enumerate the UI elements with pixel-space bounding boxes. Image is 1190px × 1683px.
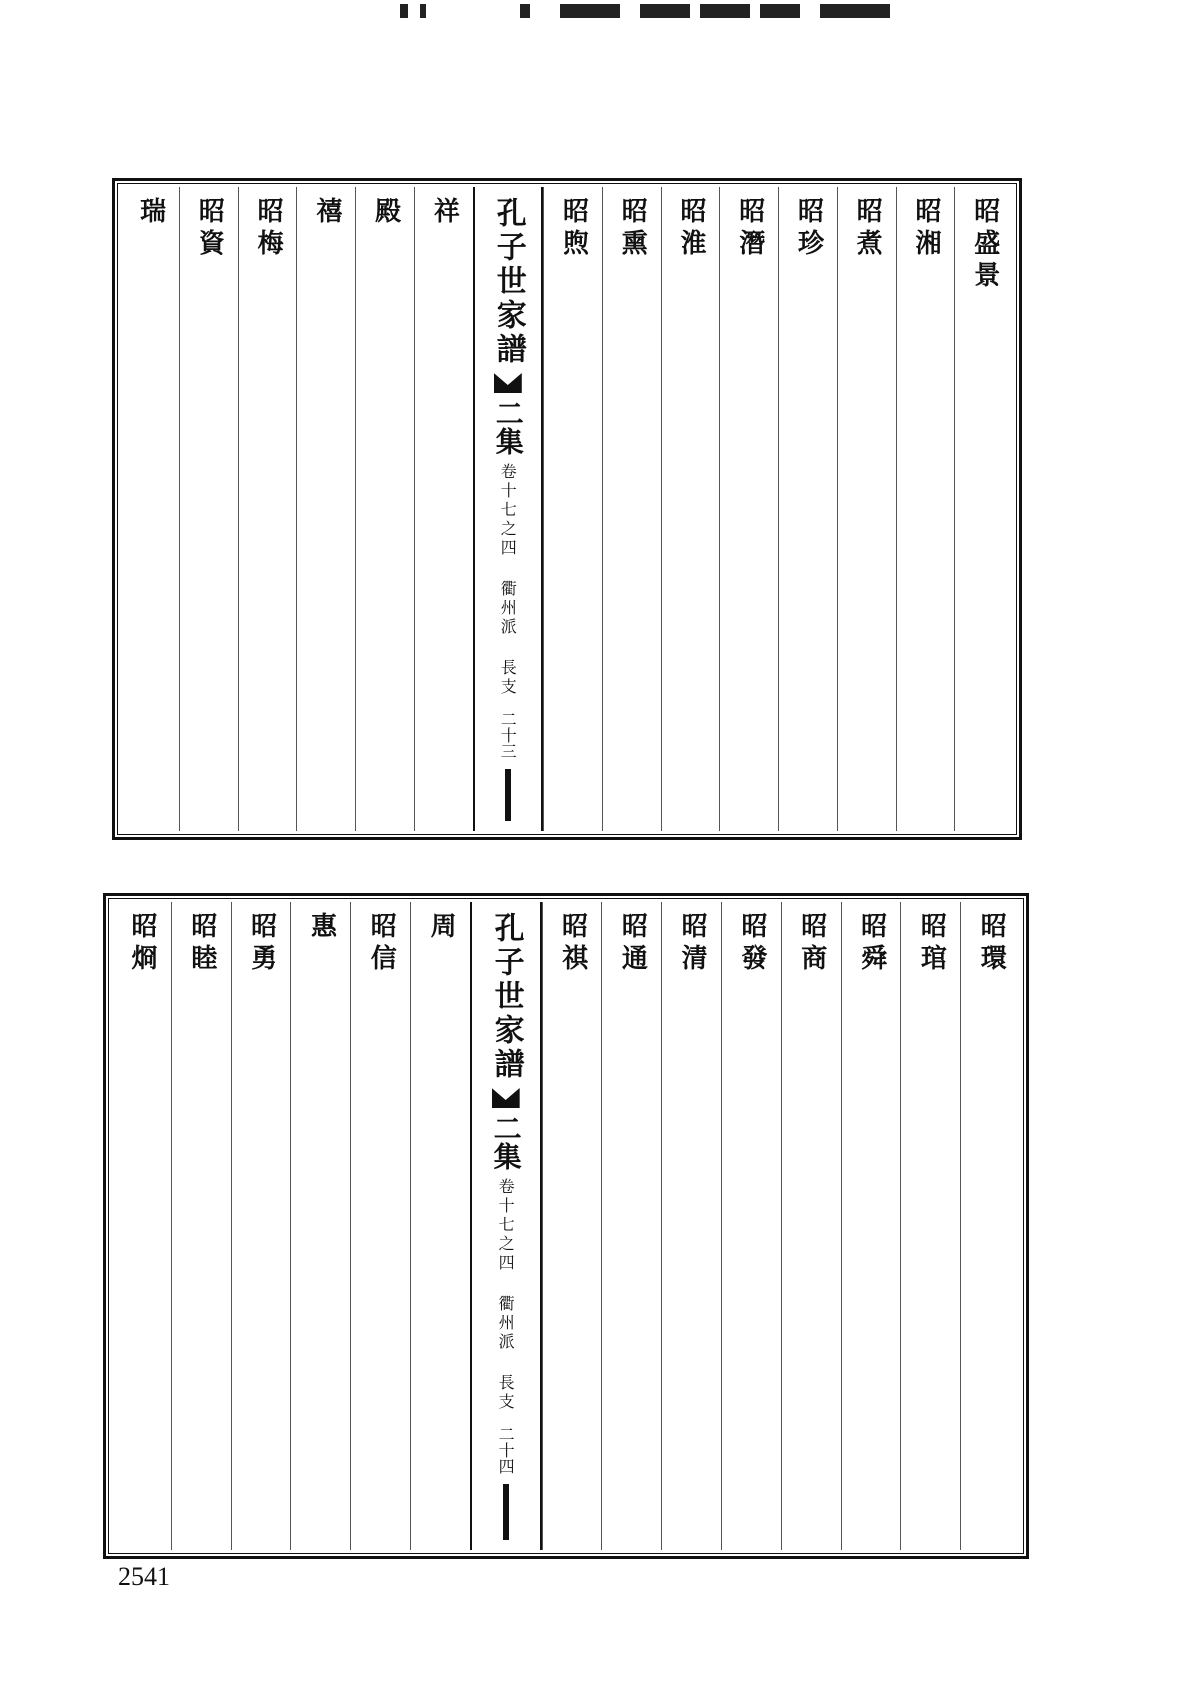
scan-artifact [400,4,930,20]
bottom-genealogy-panel [103,893,1029,1559]
entry-text: 瑞 [135,197,166,229]
entry-text: 昭烱 [127,912,158,976]
book-title: 孔子世家譜 [488,912,524,1082]
entry-text: 昭淮 [676,197,707,261]
entry-text: 昭商 [796,912,827,976]
leaf-number: 二十三 [498,711,518,759]
page-number: 2541 [118,1562,170,1591]
entry-column [543,187,602,831]
entry-column [896,187,955,831]
volume-label: 二集 [489,1114,523,1170]
center-bar [505,769,511,821]
entry-text: 昭煮 [852,197,883,261]
entry-column [112,902,171,1550]
entry-text: 昭潛 [734,197,765,261]
entry-column [721,902,781,1550]
entry-text: 昭通 [617,912,648,976]
entry-text: 昭祺 [557,912,588,976]
entry-text: 昭熏 [617,197,648,261]
entry-column [661,902,721,1550]
entry-text: 惠 [306,912,337,944]
center-title-column [473,187,543,831]
entry-text: 昭勇 [246,912,277,976]
entry-column [355,187,414,831]
section-label: 卷十七之四 衢州派 長支 [496,1178,516,1412]
entry-column [602,187,661,831]
entry-column [781,902,841,1550]
entry-column [290,902,350,1550]
entry-column [661,187,720,831]
entry-text: 昭清 [677,912,708,976]
entry-column [954,187,1013,831]
entry-text: 昭煦 [558,197,589,261]
entry-text: 昭發 [736,912,767,976]
entry-column [778,187,837,831]
entry-text: 昭信 [366,912,397,976]
section-label: 卷十七之四 衢州派 長支 [498,463,518,697]
entry-text: 昭舜 [856,912,887,976]
entry-text: 禧 [311,197,342,229]
entry-text: 昭環 [976,912,1007,976]
entry-text: 昭珍 [793,197,824,261]
fish-tail-mark [494,373,522,393]
volume-label: 二集 [491,399,525,455]
book-title: 孔子世家譜 [490,197,526,367]
entry-column [542,902,602,1550]
entry-text: 周 [426,912,457,944]
entry-column [179,187,238,831]
entry-column [231,902,291,1550]
entry-text: 昭梅 [253,197,284,261]
entry-column [841,902,901,1550]
center-title-column [470,902,542,1550]
center-bar [503,1484,509,1540]
entry-text: 昭睦 [186,912,217,976]
entry-column [900,902,960,1550]
entry-column [410,902,470,1550]
entry-column [601,902,661,1550]
entry-text: 昭琯 [916,912,947,976]
entry-text: 昭盛景 [969,197,1000,293]
leaf-number: 二十四 [496,1426,516,1474]
top-genealogy-panel [112,178,1022,840]
entry-column [121,187,179,831]
entry-column [238,187,297,831]
entry-column [414,187,473,831]
entry-text: 殿 [370,197,401,229]
entry-column [171,902,231,1550]
entry-column [719,187,778,831]
entry-column [350,902,410,1550]
entry-text: 昭湘 [911,197,942,261]
fish-tail-mark [492,1088,520,1108]
entry-column [837,187,896,831]
entry-text: 昭資 [194,197,225,261]
entry-text: 祥 [429,197,460,229]
entry-column [960,902,1020,1550]
entry-column [296,187,355,831]
